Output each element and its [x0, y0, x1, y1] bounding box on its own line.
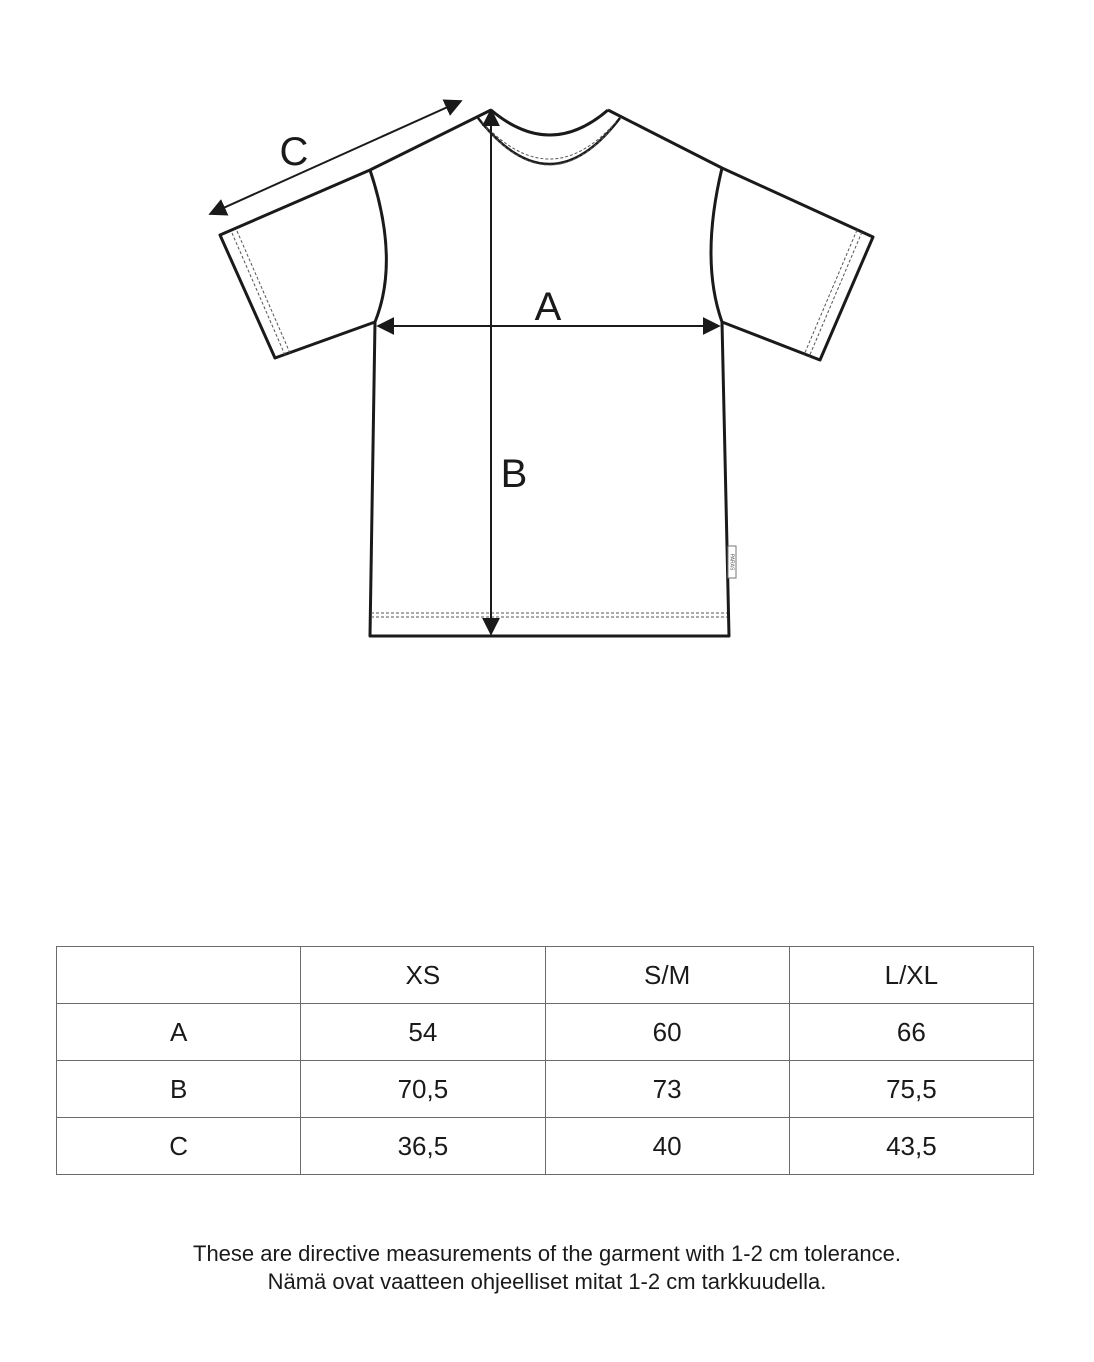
table-row	[57, 1004, 1034, 1061]
table-cell: 36,5	[301, 1118, 545, 1175]
table-cell: 40	[545, 1118, 789, 1175]
table-cell: 54	[301, 1004, 545, 1061]
header-cell-xs: XS	[301, 947, 545, 1004]
tolerance-note-finnish: Nämä ovat vaatteen ohjeelliset mitat 1-2 cm tarkkuudella.	[267, 1269, 827, 1294]
header-cell-empty	[57, 947, 301, 1004]
table-row	[57, 1118, 1034, 1175]
table-cell: 70,5	[301, 1061, 545, 1118]
tolerance-note	[0, 1240, 1094, 1296]
table-header-row	[57, 947, 1034, 1004]
header-cell-lxl: L/XL	[789, 947, 1033, 1004]
side-label-tag-text: PARAS	[728, 553, 735, 571]
table-row	[57, 1061, 1034, 1118]
tolerance-note-english: These are directive measurements of the garment with 1-2 cm tolerance.	[193, 1241, 901, 1266]
size-chart-table	[56, 946, 1034, 1175]
row-label-cell: A	[57, 1004, 301, 1061]
table-cell: 66	[789, 1004, 1033, 1061]
row-label-cell: C	[57, 1118, 301, 1175]
label-b: B	[500, 452, 528, 496]
label-a: A	[534, 285, 562, 329]
table-cell: 60	[545, 1004, 789, 1061]
row-label-cell: B	[57, 1061, 301, 1118]
table-cell: 73	[545, 1061, 789, 1118]
arrow-c-sleeve-length	[210, 101, 461, 214]
label-c: C	[279, 130, 309, 174]
side-label-tag	[728, 546, 736, 578]
table-cell: 43,5	[789, 1118, 1033, 1175]
header-cell-sm: S/M	[545, 947, 789, 1004]
stitching	[232, 122, 862, 617]
tshirt-outline	[220, 110, 873, 636]
table-cell: 75,5	[789, 1061, 1033, 1118]
